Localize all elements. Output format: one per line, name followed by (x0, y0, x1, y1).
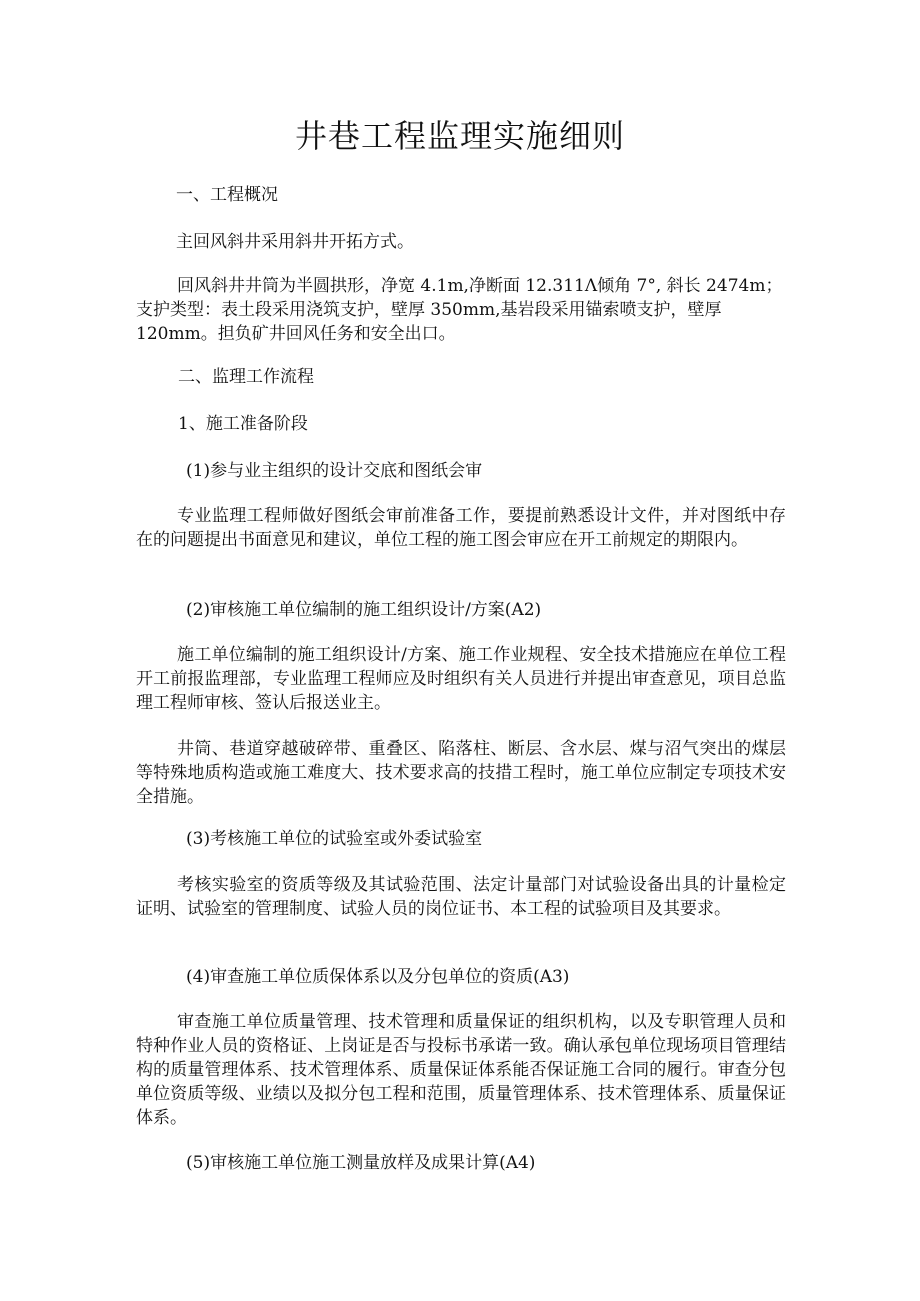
item-body-2a: 施工单位编制的施工组织设计/方案、施工作业规程、安全技术措施应在单位工程开工前报监理部，专业监理工程师应及时组织有关人员进行并提出审查意见，项目总监理工程师审核、签认后报送业主。 (136, 645, 786, 713)
shaft-description-line-3: 120mm。担负矿井回风任务和安全出口。 (136, 324, 456, 344)
item-body-3: 考核实验室的资质等级及其试验范围、法定计量部门对试验设备出具的计量检定证明、试验室的管理制度、试验人员的岗位证书、本工程的试验项目及其要求。 (136, 875, 786, 919)
stage-heading-preparation: 1、施工准备阶段 (178, 414, 308, 434)
item-body-2b: 井筒、巷道穿越破碎带、重叠区、陷落柱、断层、含水层、煤与沼气突出的煤层等特殊地质构造或施工难度大、技术要求高的技措工程时，施工单位应制定专项技术安全措施。 (136, 739, 786, 807)
item-heading-4: (4)审查施工单位质保体系以及分包单位的资质(A3) (186, 967, 570, 987)
item-body-1: 专业监理工程师做好图纸会审前准备工作，要提前熟悉设计文件，并对图纸中存在的问题提出书面意见和建议，单位工程的施工图会审应在开工前规定的期限内。 (136, 506, 786, 550)
document-title: 井巷工程监理实施细则 (294, 117, 625, 155)
paragraph-main-shaft: 主回风斜井采用斜井开拓方式。 (176, 232, 414, 252)
section-heading-workflow: 二、监理工作流程 (178, 367, 314, 387)
item-heading-3: (3)考核施工单位的试验室或外委试验室 (186, 829, 483, 849)
item-heading-1: (1)参与业主组织的设计交底和图纸会审 (186, 461, 483, 481)
paragraph-shaft-description (136, 274, 786, 346)
section-heading-overview: 一、工程概况 (176, 185, 278, 205)
item-heading-5: (5)审核施工单位施工测量放样及成果计算(A4) (186, 1153, 536, 1173)
shaft-description-line-2: 支护类型：表土段采用浇筑支护，壁厚 350mm,基岩段采用锚索喷支护，壁厚 (136, 300, 722, 320)
item-heading-2: (2)审核施工单位编制的施工组织设计/方案(A2) (186, 600, 542, 620)
shaft-description-line-1: 回风斜井井筒为半圆拱形，净宽 4.1m,净断面 12.311Λ倾角 7°, 斜长 2474m； (177, 276, 783, 296)
item-body-4: 审查施工单位质量管理、技术管理和质量保证的组织机构，以及专职管理人员和特种作业人员的资格证、上岗证是否与投标书承诺一致。确认承包单位现场项目管理结构的质量管理体系、技术管理体系、质量保证体系能否保证施工合同的履行。审查分包单位资质等级、业绩以及拟分包工程和范围，质量管理体系、技术管理体系、质量保证体系。 (136, 1012, 786, 1128)
